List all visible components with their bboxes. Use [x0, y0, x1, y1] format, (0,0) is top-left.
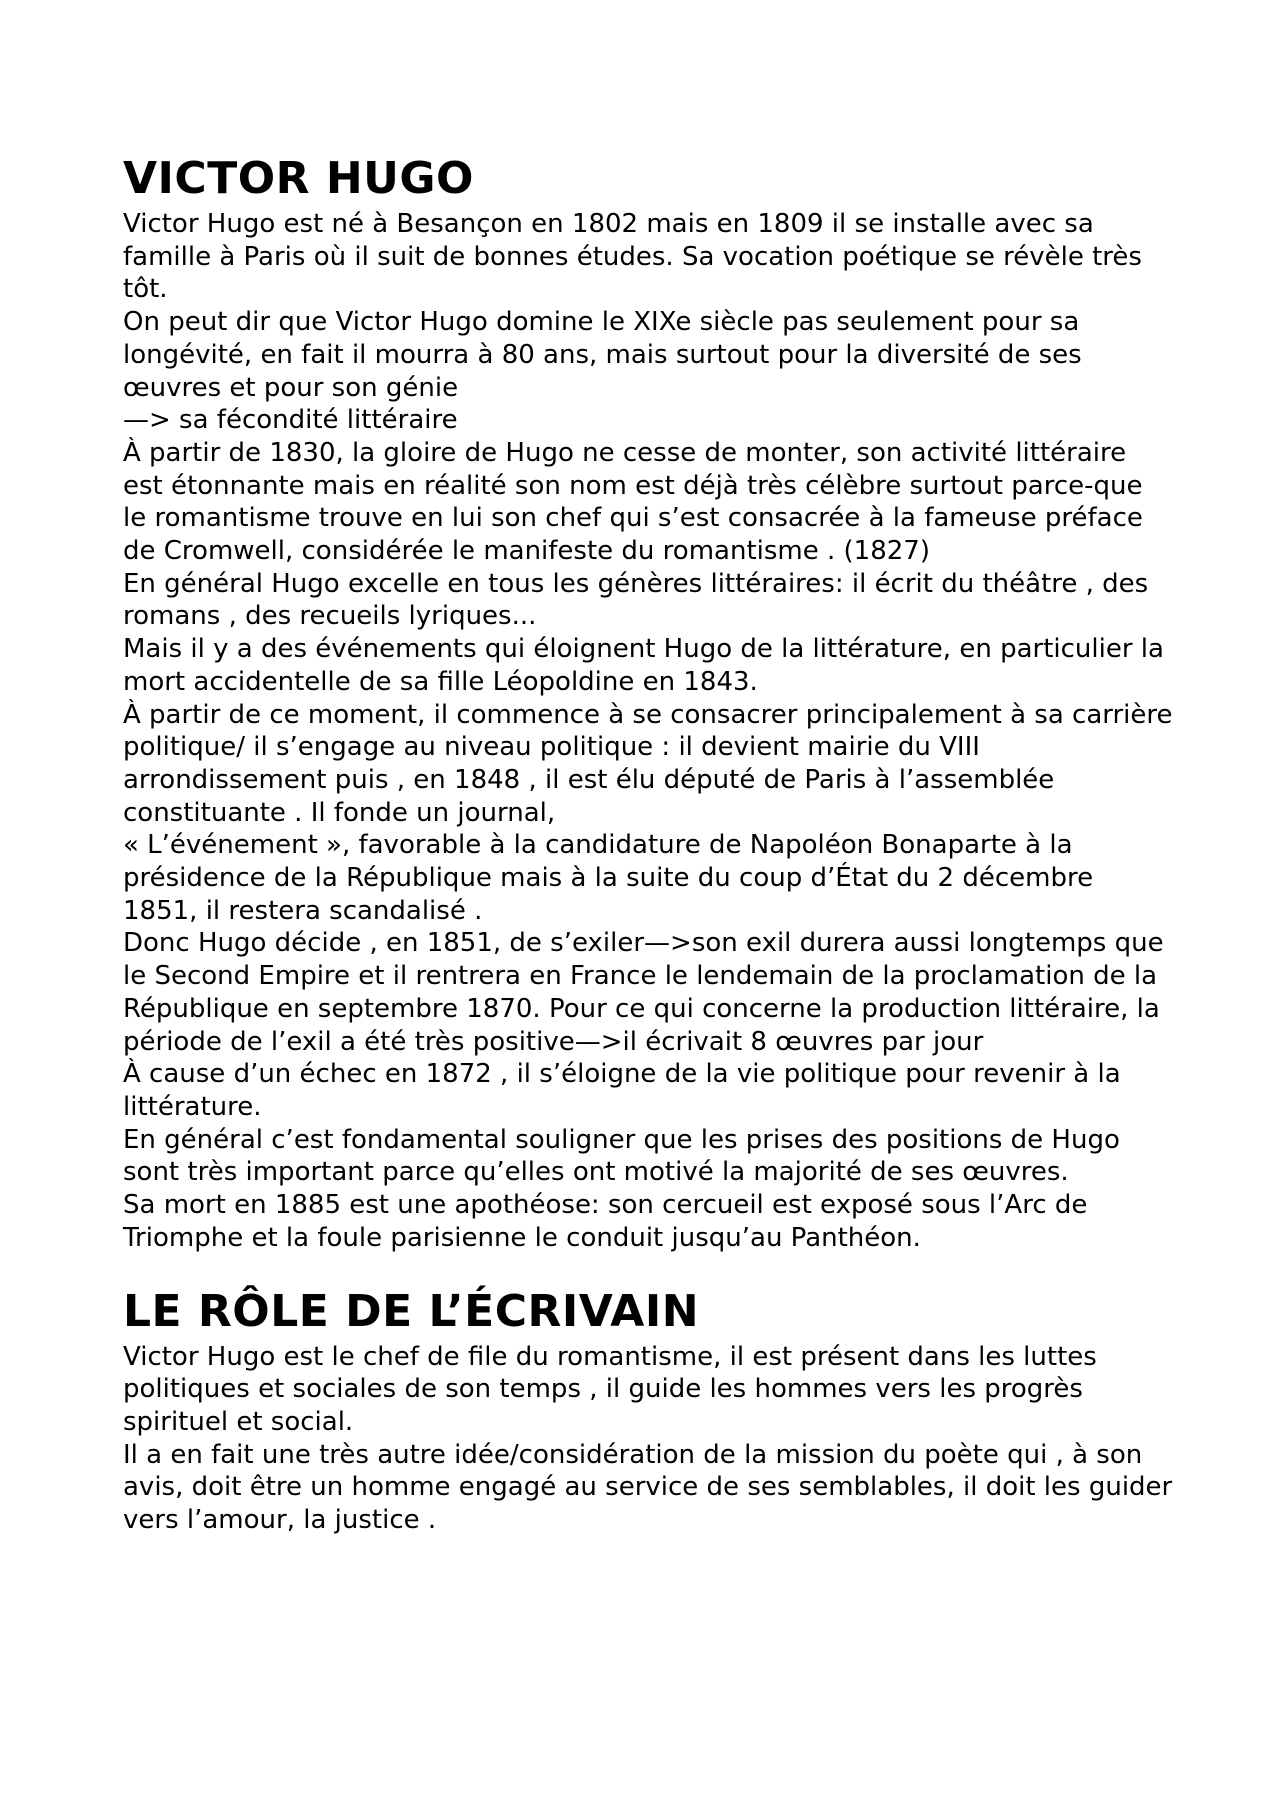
section-body — [123, 208, 1173, 1255]
paragraph: Il a en fait une très autre idée/considération de la mission du poète qui , à son avis, doit être un homme engagé au service de ses semblables, il doit les guider vers l’amour, la justice . — [123, 1439, 1173, 1536]
paragraph: On peut dir que Victor Hugo domine le XIXe siècle pas seulement pour sa longévité, en fait il mourra à 80 ans, mais surtout pour la diversité de ses œuvres et pour son génie — [123, 307, 1082, 403]
paragraph: À partir de ce moment, il commence à se consacrer principalement à sa carrière politique/ il s’engage au niveau politique : il devient mairie du VIII arrondissement puis , en 1848 , il est élu député de Paris à l’assemblée constituante . Il fonde un journal, — [123, 699, 1173, 828]
paragraph: Sa mort en 1885 est une apothéose: son cercueil est exposé sous l’Arc de Triomphe et la foule parisienne le conduit jusqu’au Panthéon. — [123, 1190, 1088, 1253]
paragraph: —> sa fécondité littéraire — [123, 405, 458, 436]
document-page — [123, 150, 1173, 1537]
paragraph: À cause d’un échec en 1872 , il s’éloigne de la vie politique pour revenir à la littérature. — [123, 1059, 1121, 1122]
paragraph: En général c’est fondamental souligner que les prises des positions de Hugo sont très important parce qu’elles ont motivé la majorité de ses œuvres. — [123, 1124, 1120, 1188]
section-victor-hugo — [123, 150, 1173, 1255]
paragraph: « L’événement », favorable à la candidature de Napoléon Bonaparte à la présidence de la République mais à la suite du coup d’État du 2 décembre 1851, il restera scandalisé . — [123, 830, 1094, 926]
paragraph: Donc Hugo décide , en 1851, de s’exiler—>son exil durera aussi longtemps que le Second Empire et il rentrera en France le lendemain de la proclamation de la République en septembre 1870. Pour ce qui concerne la production littéraire, la période de l’exil a été très positive—>il écrivait 8 œuvres par jour — [123, 928, 1164, 1057]
section-role-ecrivain — [123, 1283, 1173, 1537]
section-title: VICTOR HUGO — [123, 153, 474, 204]
paragraph: En général Hugo excelle en tous les génères littéraires: il écrit du théâtre , des romans , des recueils lyriques... — [123, 568, 1149, 632]
paragraph: Mais il y a des événements qui éloignent Hugo de la littérature, en particulier la mort accidentelle de sa fille Léopoldine en 1843. — [123, 634, 1164, 697]
section-body — [123, 1341, 1173, 1537]
paragraph: Victor Hugo est le chef de file du romantisme, il est présent dans les luttes politiques et sociales de son temps , il guide les hommes vers les progrès spirituel et social. — [123, 1341, 1097, 1437]
paragraph: À partir de 1830, la gloire de Hugo ne cesse de monter, son activité littéraire est étonnante mais en réalité son nom est déjà très célèbre surtout parce-que le romantisme trouve en lui son chef qui s’est consacrée à la fameuse préface de Cromwell, considérée le manifeste du romantisme . (1827) — [123, 437, 1143, 567]
paragraph: Victor Hugo est né à Besançon en 1802 mais en 1809 il se installe avec sa famille à Paris où il suit de bonnes études. Sa vocation poétique se révèle très tôt. — [123, 209, 1142, 305]
section-title: LE RÔLE DE L’ÉCRIVAIN — [123, 1285, 700, 1337]
